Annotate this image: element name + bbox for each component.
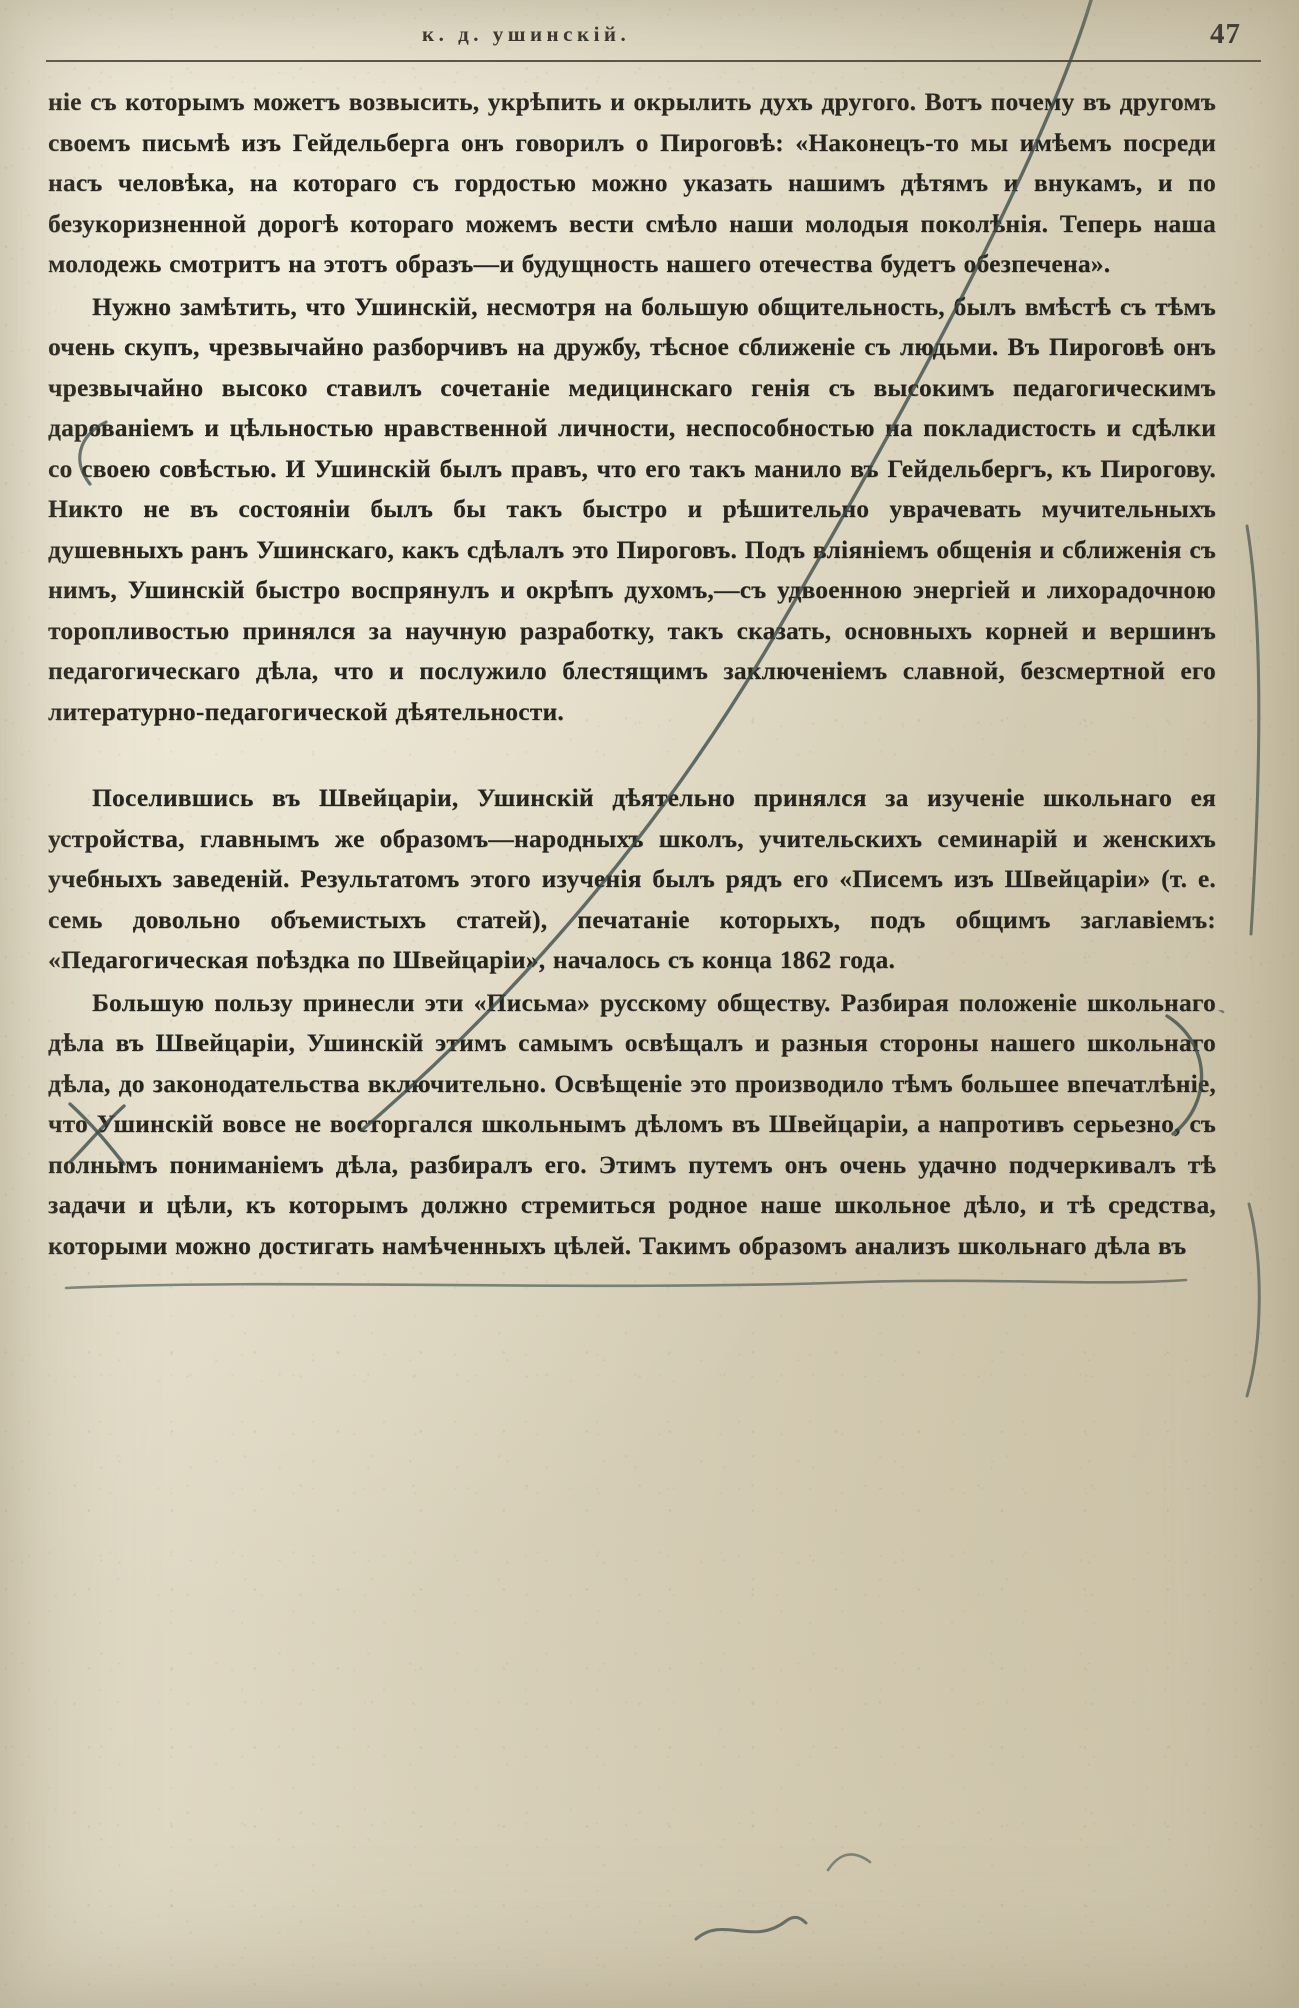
- paragraph-2: Нужно замѣтить, что Ушинскiй, несмотря на большую общительность, былъ вмѣстѣ съ тѣмъ очень скупъ, чрезвычайно разборчивъ на дружбу, тѣсное сближенiе съ людьми. Въ Пироговѣ онъ чрезвычайно высоко ставилъ сочетанiе медицинскаго генiя съ высокимъ педагогическимъ дарованiемъ и цѣльностью нравственной личности, неспособностью на покладистость и сдѣлки со своею совѣстью. И Ушинскiй былъ правъ, что его такъ манило въ Гейдельбергъ, къ Пирогову. Никто не въ состоянiи былъ бы такъ быстро и рѣшительно уврачевать мучительныхъ душевныхъ ранъ Ушинскаго, какъ сдѣлалъ это Пироговъ. Подъ влiянiемъ общенiя и сближенiя съ нимъ, Ушинскiй быстро воспрянулъ и окрѣпъ духомъ,—съ удвоенною энергiей и лихорадочною торопливостью принялся за научную разработку, такъ сказать, основныхъ корней и вершинъ педагогическаго дѣла, что и послужило блестящимъ заключенiемъ славной, безсмертной его литературно-педагогической дѣятельности.: [48, 291, 1216, 726]
- paragraph-4: Большую пользу принесли эти «Письма» русскому обществу. Разбирая положенiе школьнаго дѣла въ Швейцарiи, Ушинскiй этимъ самымъ освѣщалъ и разныя стороны нашего школьнаго дѣла, до законодательства включительно. Освѣщенiе это производило тѣмъ большее впечатлѣнiе, что Ушинскiй вовсе не восторгался школьнымъ дѣломъ въ Швейцарiи, а напротивъ серьезно, съ полнымъ пониманiемъ дѣла, разбиралъ его. Этимъ путемъ онъ очень удачно подчеркивалъ тѣ задачи и цѣли, къ которымъ должно стремиться родное наше школьное дѣло, и тѣ средства, которыми можно достигать намѣченныхъ цѣлей. Такимъ образомъ анализъ школьнаго дѣла въ: [48, 987, 1216, 1260]
- paragraph-3: Поселившись въ Швейцарiи, Ушинскiй дѣятельно принялся за изученiе школьнаго ея устройства, главнымъ же образомъ—народныхъ школъ, учительскихъ семинарiй и женскихъ учебныхъ заведенiй. Результатомъ этого изученiя былъ рядъ его «Писемъ изъ Швейцарiи» (т. е. семь довольно объемистыхъ статей), печатанiе которыхъ, подъ общимъ заглавiемъ: «Педагогическая поѣздка по Швейцарiи», началось съ конца 1862 года.: [48, 783, 1216, 974]
- page-header: [52, 18, 1257, 62]
- bottom-squiggle-mark-icon: [690, 1905, 810, 1955]
- section-spacer: [48, 732, 1216, 778]
- page-number: 47: [1210, 18, 1241, 50]
- tick-mark-icon: [820, 1840, 880, 1880]
- right-margin-bracket-upper-icon: [1217, 520, 1277, 940]
- underline-mark-icon: [62, 1270, 1192, 1300]
- paragraph-1: нiе съ которымъ можетъ возвысить, укрѣпить и окрылить духъ другого. Вотъ почему въ другомъ своемъ письмѣ изъ Гейдельберга онъ говорилъ о Пироговѣ: «Наконецъ-то мы имѣемъ посреди насъ человѣка, на котораго съ гордостью можно указать нашимъ дѣтямъ и внукамъ, и по безукоризненной дорогѣ котораго можемъ вести смѣло наши молодыя поколѣнiя. Теперь наша молодежь смотритъ на этотъ образъ—и будущность нашего отечества будетъ обезпечена».: [48, 87, 1216, 278]
- running-title: к. д. ушинскiй.: [422, 22, 631, 46]
- right-margin-bracket-lower-icon: [1221, 1200, 1281, 1400]
- header-divider-rule: [46, 60, 1261, 62]
- page-body-text: [48, 82, 1216, 1266]
